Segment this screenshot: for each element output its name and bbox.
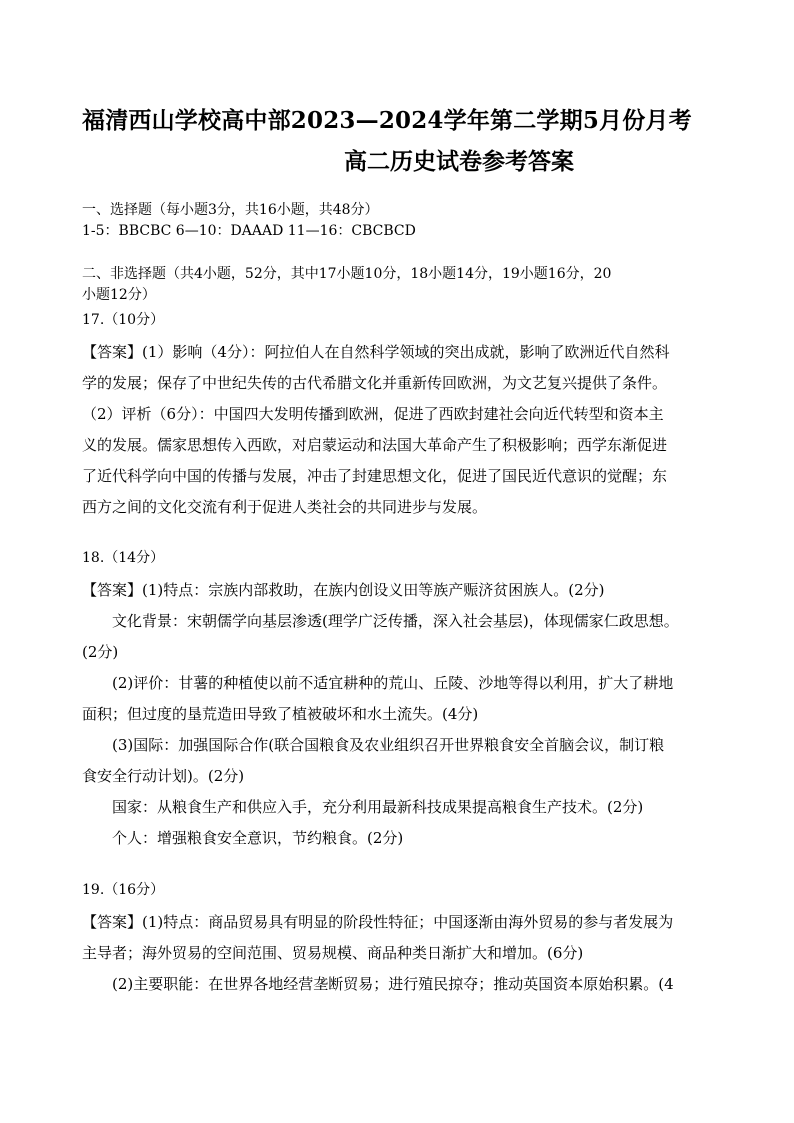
q18-answer-line: 文化背景：宋朝儒学向基层渗透(理学广泛传播，深入社会基层)，体现儒家仁政思想。	[112, 612, 679, 630]
q17-answer-line: 学的发展；保存了中世纪失传的古代希腊文化并重新传回欧洲，为文艺复兴提供了条件。	[82, 374, 668, 392]
q18-answer-line: (2分)	[82, 643, 119, 661]
section1-answers: 1-5：BBCBC 6—10：DAAAD 11—16：CBCBCD	[82, 223, 416, 239]
q17-answer-line: 【答案】(1）影响（4分）：阿拉伯人在自然科学领域的突出成就，影响了欧洲近代自然科	[82, 343, 670, 361]
q17-answer-line: （2）评析（6分）：中国四大发明传播到欧洲，促进了西欧封建社会向近代转型和资本主	[82, 405, 664, 423]
q18-answer-line: (3)国际：加强国际合作(联合国粮食及农业组织召开世界粮食安全首脑会议，制订粮	[112, 736, 665, 754]
q18-answer-line: 个人：增强粮食安全意识，节约粮食。(2分)	[112, 829, 404, 847]
q19-answer-line: 【答案】(1)特点：商品贸易具有明显的阶段性特征；中国逐渐由海外贸易的参与者发展为	[82, 913, 674, 931]
q18-answer-line: (2)评价：甘薯的种植使以前不适宜耕种的荒山、丘陵、沙地等得以利用，扩大了耕地	[112, 674, 674, 692]
q18-label: 18.（14分）	[82, 550, 165, 566]
q17-answer-line: 了近代科学向中国的传播与发展，冲击了封建思想文化，促进了国民近代意识的觉醒；东	[82, 467, 668, 485]
q17-answer-line: 西方之间的文化交流有利于促进人类社会的共同进步与发展。	[82, 498, 488, 516]
q19-answer-line: (2)主要职能：在世界各地经营垄断贸易；进行殖民掠夺；推动英国资本原始积累。(4	[112, 975, 674, 993]
section2-heading: 二、非选择题（共4小题，52分，其中17小题10分，18小题14分，19小题16分，20	[82, 266, 612, 282]
section2-heading-cont: 小题12分）	[82, 287, 156, 303]
page-subtitle: 高二历史试卷参考答案	[344, 148, 574, 175]
q19-answer-line: 主导者；海外贸易的空间范围、贸易规模、商品种类日渐扩大和增加。(6分)	[82, 944, 584, 962]
section1-heading: 一、选择题（每小题3分，共16小题，共48分）	[82, 202, 379, 218]
q19-label: 19.（16分）	[82, 882, 165, 898]
page-title: 福清西山学校高中部2023—2024学年第二学期5月份月考	[82, 107, 692, 134]
q18-answer-line: 【答案】(1)特点：宗族内部救助，在族内创设义田等族产赈济贫困族人。(2分)	[82, 581, 605, 599]
q17-answer-line: 义的发展。儒家思想传入西欧，对启蒙运动和法国大革命产生了积极影响；西学东渐促进	[82, 436, 668, 454]
q18-answer-line: 国家：从粮食生产和供应入手，充分利用最新科技成果提高粮食生产技术。(2分)	[112, 798, 644, 816]
q18-answer-line: 食安全行动计划)。(2分)	[82, 767, 245, 785]
q18-answer-line: 面积；但过度的垦荒造田导致了植被破坏和水土流失。(4分)	[82, 705, 479, 723]
q17-label: 17.（10分）	[82, 312, 165, 328]
